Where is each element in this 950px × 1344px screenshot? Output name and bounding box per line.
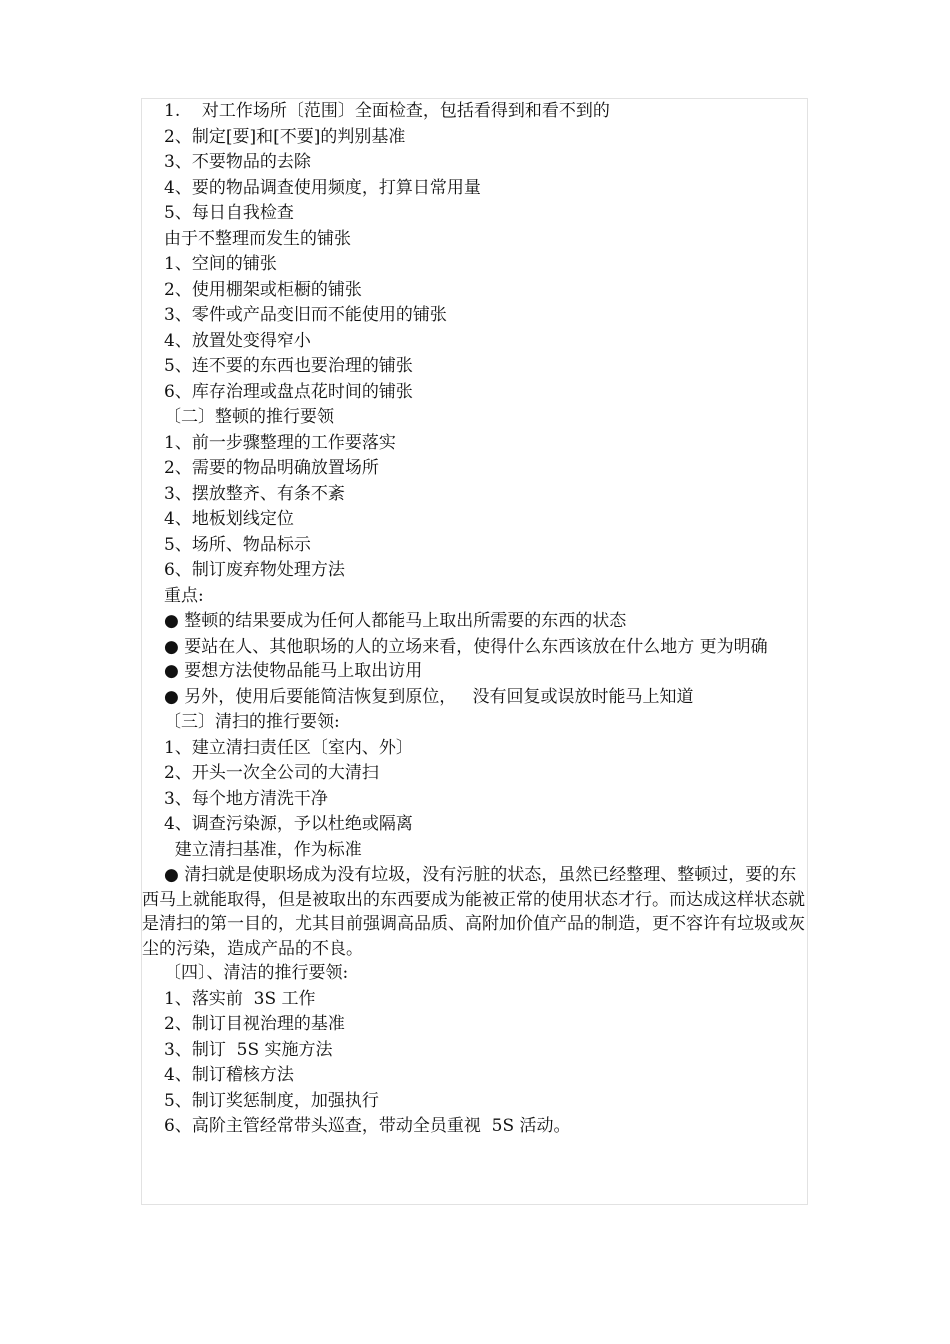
text-line: 建立清扫基准，作为标准	[164, 839, 362, 860]
text-line: 4、地板划线定位	[164, 509, 294, 529]
text-line: 1、前一步骤整理的工作要落实	[164, 432, 396, 453]
text-line: 1、建立清扫责任区〔室内、外〕	[164, 737, 413, 758]
section-heading: 重点:	[164, 585, 204, 606]
text-line: 5、连不要的东西也要治理的铺张	[164, 356, 413, 376]
bullet-item: ● 要站在人、其他职场的人的立场来看，使得什么东西该放在什么地方 更为明确	[164, 636, 768, 657]
text-line: 5、每日自我检查	[164, 203, 294, 223]
text-line: 6、制订废弃物处理方法	[164, 560, 345, 580]
text-line: 3、不要物品的去除	[164, 152, 311, 172]
text-line: 3、制订 5S 实施方法	[164, 1039, 333, 1060]
text-line: 4、放置处变得窄小	[164, 330, 311, 351]
text-line: 6、库存治理或盘点花时间的铺张	[164, 381, 413, 402]
text-line: 2、开头一次全公司的大清扫	[164, 763, 379, 783]
text-line: 3、每个地方清洗干净	[164, 788, 328, 809]
text-line: 5、场所、物品标示	[164, 534, 311, 555]
paragraph: ● 清扫就是使职场成为没有垃圾，没有污脏的状态，虽然已经整理、整顿过，要的东西马上就能取得，但是被取出的东西要成为能被正常的使用状态才行。而达成这样状态就是清扫的第一目的，尤其目前强调高品质、高附加价值产品的制造，更不容许有垃圾或灰尘的污染，造成产品的不良。	[142, 865, 805, 959]
text-line: 2、制订目视治理的基准	[164, 1014, 345, 1034]
text-line: 2、制定[要]和[不要]的判别基准	[164, 126, 406, 147]
text-line: 4、调查污染源，予以杜绝或隔离	[164, 814, 413, 834]
text-line: 5、制订奖惩制度，加强执行	[164, 1090, 379, 1111]
text-line: 1、空间的铺张	[164, 254, 277, 274]
text-line: 3、零件或产品变旧而不能使用的铺张	[164, 305, 447, 325]
text-line: 4、要的物品调查使用频度，打算日常用量	[164, 177, 481, 198]
text-line: 3、摆放整齐、有条不紊	[164, 483, 345, 504]
text-line: 1、落实前 3S 工作	[164, 988, 316, 1009]
section-heading: 〔二〕整顿的推行要领	[164, 407, 334, 427]
section-heading: 〔四〕、清洁的推行要领:	[164, 963, 349, 983]
section-heading: 〔三〕清扫的推行要领:	[164, 712, 340, 732]
bullet-item: ● 整顿的结果要成为任何人都能马上取出所需要的东西的状态	[164, 611, 627, 631]
bullet-item: ● 要想方法使物品能马上取出访用	[164, 661, 423, 681]
document-body	[142, 99, 808, 1140]
section-heading: 由于不整理而发生的铺张	[164, 228, 351, 249]
text-line: 1. 对工作场所〔范围〕全面检查，包括看得到和看不到的	[164, 101, 610, 121]
bullet-item: ● 另外，使用后要能简洁恢复到原位， 没有回复或误放时能马上知道	[164, 686, 694, 707]
text-line: 2、使用棚架或柜橱的铺张	[164, 279, 362, 300]
text-line: 4、制订稽核方法	[164, 1065, 294, 1085]
text-line: 6、高阶主管经常带头巡查，带动全员重视 5S 活动。	[164, 1116, 571, 1136]
text-line: 2、需要的物品明确放置场所	[164, 458, 379, 478]
